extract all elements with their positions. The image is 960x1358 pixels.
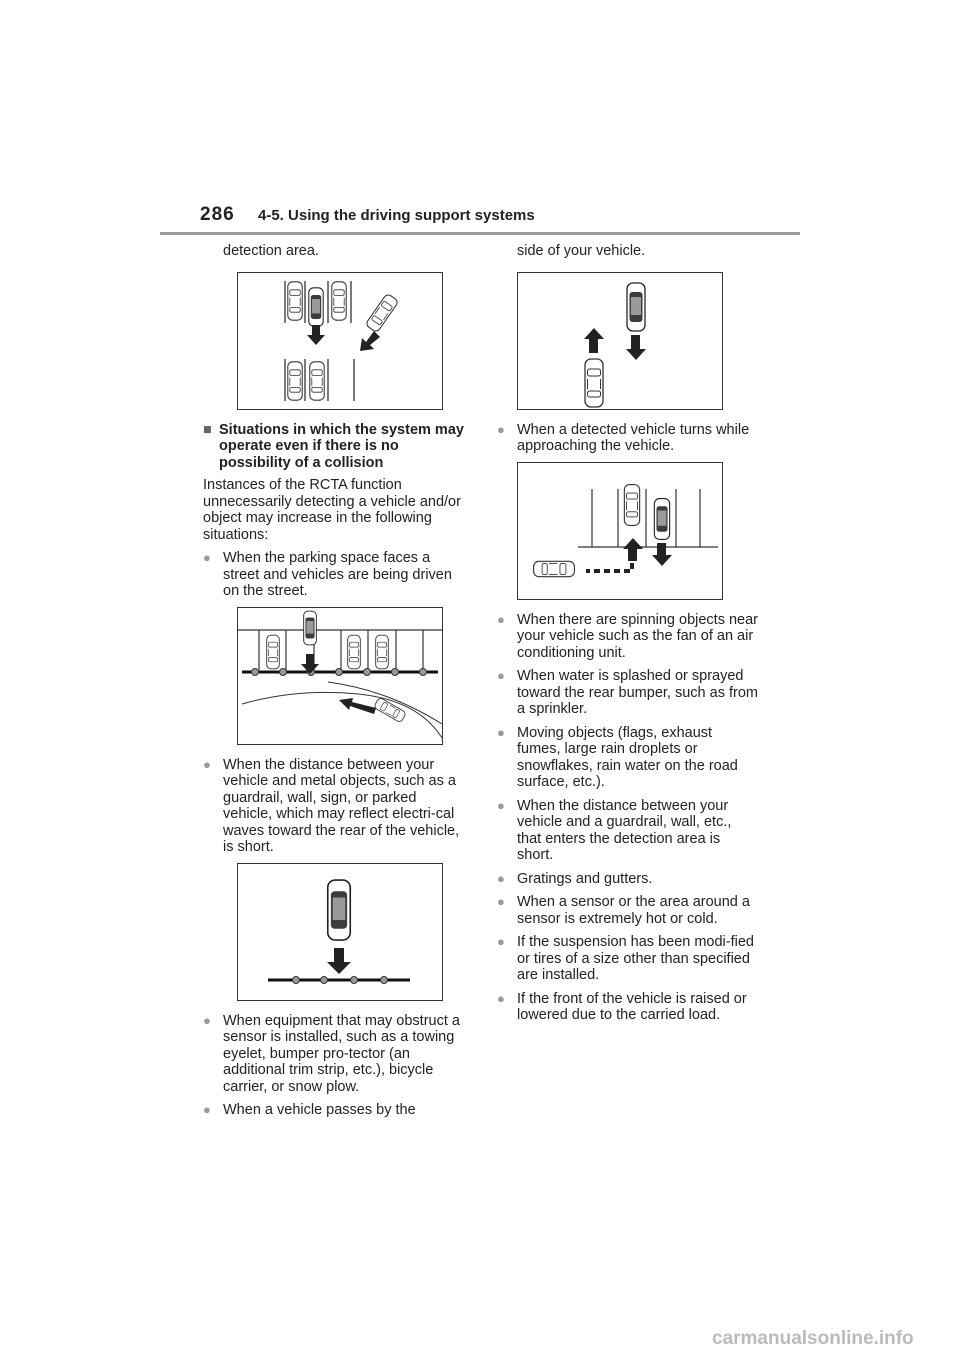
list-item: ● When a vehicle passes by the	[203, 1102, 416, 1118]
subheading-text: Situations in which the system may operate even if there is no possibility of a collision	[219, 421, 464, 471]
bullet-icon: ●	[203, 1102, 211, 1117]
list-item: ● Moving objects (flags, exhaust fumes, large rain droplets or snowflakes, rain water on the road surface, etc.).	[497, 724, 738, 790]
subheading	[203, 422, 465, 472]
list-item: ● When equipment that may obstruct a sensor is installed, such as a towing eyelet, bumper pro-tector (an additional trim strip, etc.), bicycle carrier, or snow plow.	[203, 1012, 460, 1095]
continued-text: side of your vehicle.	[517, 243, 646, 259]
list-item: ● When water is splashed or sprayed toward the rear bumper, such as from a sprinkler.	[497, 668, 758, 717]
list-item: ● Gratings and gutters.	[497, 870, 653, 887]
section-title: 4-5. Using the driving support systems	[258, 207, 535, 224]
intro-paragraph: Instances of the RCTA function unnecessarily detecting a vehicle and/or object may increase in the following situations:	[203, 477, 461, 543]
bullet-icon: ●	[497, 990, 505, 1006]
bullet-icon: ●	[497, 894, 505, 909]
figure-passing-vehicle	[517, 272, 723, 410]
figure-turning-vehicle	[517, 462, 723, 600]
list-item: ● When there are spinning objects near your vehicle such as the fan of an air conditioning unit.	[497, 611, 759, 661]
list-item: ● When the distance between your vehicle and metal objects, such as a guardrail, wall, sign, or parked vehicle, which may reflect electri-cal waves toward the rear of the vehicle, is short.	[203, 756, 460, 855]
list-item: ● If the suspension has been modi-fied or tires of a size other than specified are installed.	[497, 934, 754, 983]
bullet-icon: ●	[497, 611, 505, 627]
bullet-icon: ●	[497, 421, 505, 437]
page-header	[200, 204, 535, 226]
figure-guardrail	[237, 863, 443, 1001]
bullet-icon: ●	[203, 756, 211, 772]
watermark: carmanualsonline.info	[712, 1328, 914, 1349]
header-divider	[160, 232, 800, 235]
bullet-icon: ●	[497, 934, 505, 949]
bullet-icon: ●	[497, 724, 505, 740]
list-item: ● If the front of the vehicle is raised or lowered due to the carried load.	[497, 990, 747, 1023]
figure-parking-lot-diagonal	[237, 272, 443, 410]
list-item: ● When a detected vehicle turns while approaching the vehicle.	[497, 421, 750, 454]
bullet-icon: ●	[497, 870, 505, 886]
list-item: ● When the distance between your vehicle and a guardrail, wall, etc., that enters the detection area is short.	[497, 797, 732, 863]
list-item: ● When a sensor or the area around a sensor is extremely hot or cold.	[497, 894, 750, 927]
figure-street-facing	[237, 607, 443, 745]
square-bullet-icon: ■	[203, 421, 212, 438]
bullet-icon: ●	[497, 668, 505, 683]
list-item: ● When the parking space faces a street and vehicles are being driven on the street.	[203, 550, 452, 599]
bullet-icon: ●	[203, 550, 211, 565]
continued-text: detection area.	[223, 243, 319, 259]
page-number: 286	[200, 204, 235, 225]
bullet-icon: ●	[203, 1012, 211, 1028]
right-column	[497, 243, 759, 1031]
bullet-icon: ●	[497, 797, 505, 813]
left-column	[203, 243, 465, 1126]
